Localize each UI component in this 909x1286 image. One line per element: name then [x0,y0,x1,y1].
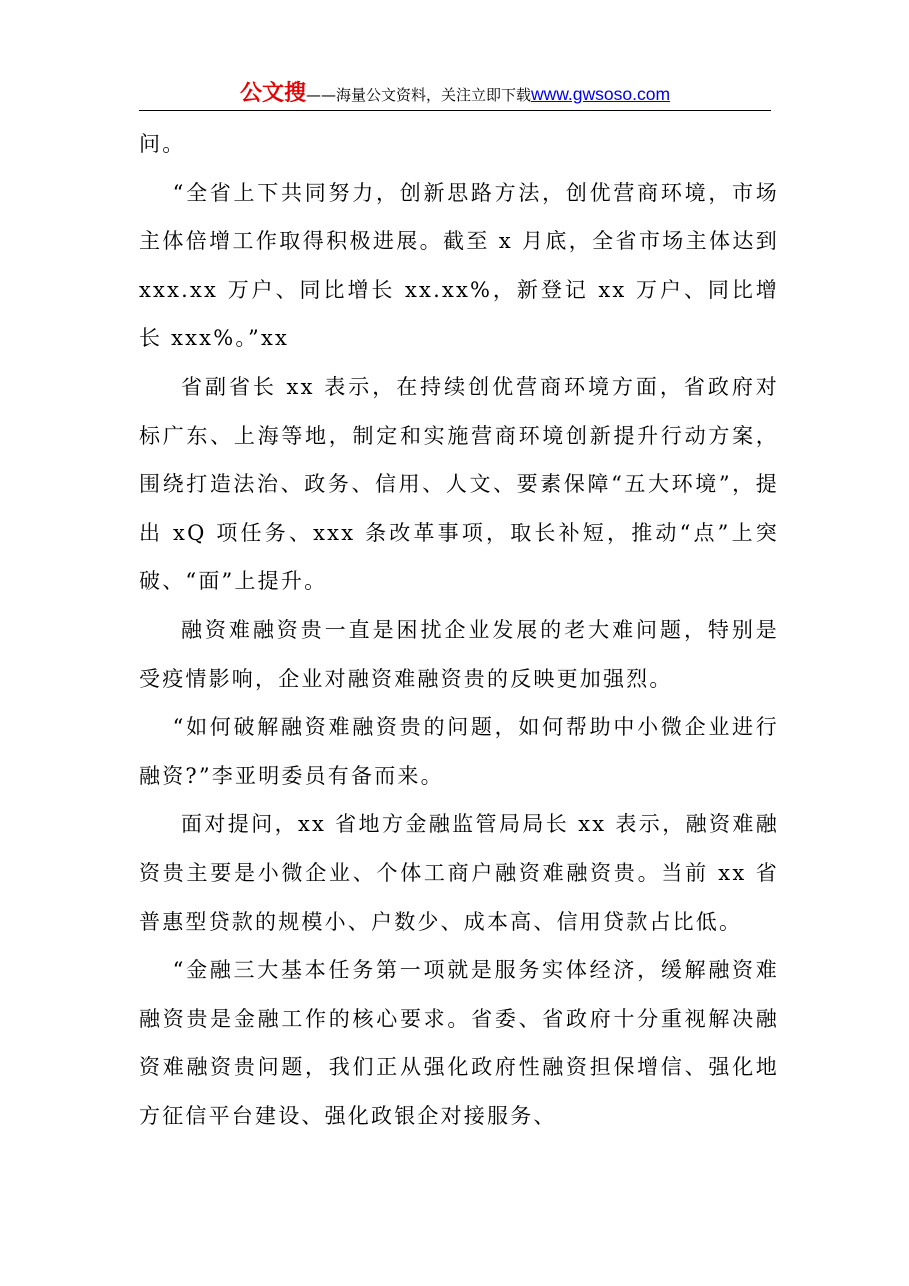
paragraph-continuation: 问。 [139,132,186,156]
paragraph-question: “如何破解融资难融资贵的问题，如何帮助中小微企业进行融资?”李亚明委员有备而来。 [139,715,779,788]
paragraph-quote-finance: “金融三大基本任务第一项就是服务实体经济，缓解融资难融资贵是金融工作的核心要求。省委、省政府十分重视解决融资难融资贵问题，我们正从强化政府性融资担保增信、强化地方征信平台建设、强化政银企对接服务、 [139,958,779,1128]
document-body [139,120,779,1140]
page-header [139,76,771,111]
header-tagline: ——海量公文资料，关注立即下载 [305,86,531,104]
paragraph-quote-market: “全省上下共同努力，创新思路方法，创优营商环境，市场主体倍增工作取得积极进展。截至 x 月底，全省市场主体达到 xxx.xx 万户、同比增长 xx.xx%，新登记 xx 万户、同比增长 xxx%。”xx [139,180,779,351]
paragraph-vice-governor: 省副省长 xx 表示，在持续创优营商环境方面，省政府对标广东、上海等地，制定和实施营商环境创新提升行动方案，围绕打造法治、政务、信用、人文、要素保障“五大环境”，提出 xQ 项任务、xxx 条改革事项，取长补短，推动“点”上突破、“面”上提升。 [139,374,779,594]
brand-logo-text: 公文搜 [239,81,306,106]
website-link[interactable]: www.gwsoso.com [530,84,671,104]
paragraph-financing-problem: 融资难融资贵一直是困扰企业发展的老大难问题，特别是受疫情影响，企业对融资难融资贵的反映更加强烈。 [139,617,779,691]
paragraph-response: 面对提问，xx 省地方金融监管局局长 xx 表示，融资难融资贵主要是小微企业、个体工商户融资难融资贵。当前 xx 省普惠型贷款的规模小、户数少、成本高、信用贷款占比低。 [139,812,779,934]
